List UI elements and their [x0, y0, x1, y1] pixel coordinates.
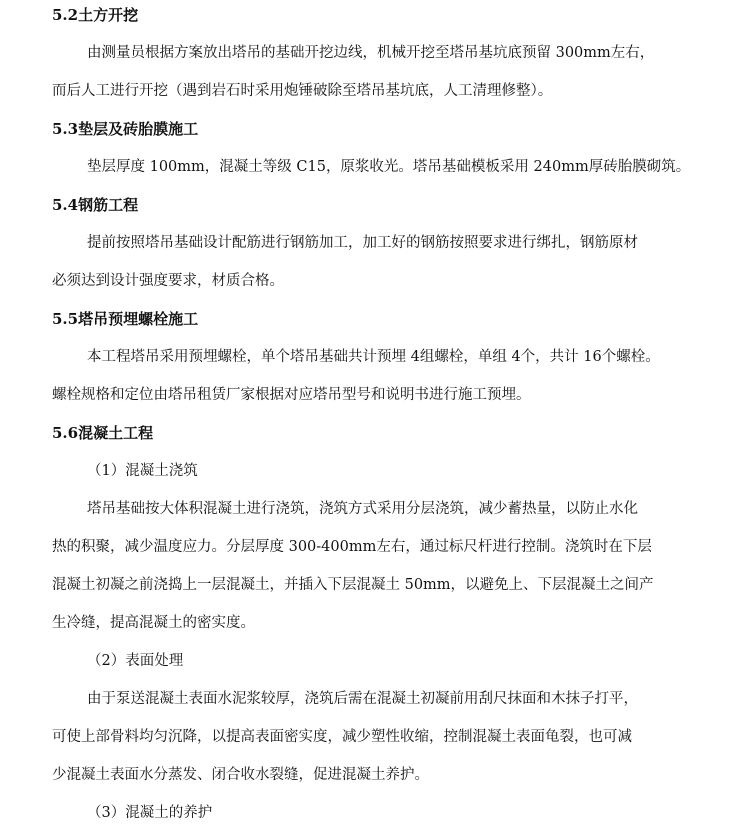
paragraph-line: 生冷缝，提高混凝土的密实度。: [52, 615, 255, 631]
heading-5-6: 5.6混凝土工程: [52, 424, 154, 442]
subheading-surface-treatment: （2）表面处理: [87, 653, 184, 669]
paragraph-line: 可使上部骨料均匀沉降，以提高表面密实度，减少塑性收缩，控制混凝土表面龟裂，也可减: [52, 729, 632, 745]
paragraph-line: 本工程塔吊采用预埋螺栓，单个塔吊基础共计预埋 4组螺栓，单组 4个，共计 16个螺栓。: [87, 349, 660, 365]
paragraph-line: 提前按照塔吊基础设计配筋进行钢筋加工，加工好的钢筋按照要求进行绑扎，钢筋原材: [87, 235, 638, 251]
subheading-concrete-curing: （3）混凝土的养护: [87, 805, 213, 821]
paragraph-line: 而后人工进行开挖（遇到岩石时采用炮锤破除至塔吊基坑底，人工清理修整）。: [52, 83, 553, 99]
paragraph-line: 塔吊基础按大体积混凝土进行浇筑，浇筑方式采用分层浇筑，减少蓄热量，以防止水化: [87, 501, 638, 517]
heading-5-4: 5.4钢筋工程: [52, 196, 139, 214]
paragraph-line: 混凝土初凝之前浇捣上一层混凝土，并插入下层混凝土 50mm，以避免上、下层混凝土之间产: [52, 577, 654, 593]
paragraph-line: 螺栓规格和定位由塔吊租赁厂家根据对应塔吊型号和说明书进行施工预埋。: [52, 387, 531, 403]
paragraph-line: 垫层厚度 100mm，混凝土等级 C15，原浆收光。塔吊基础模板采用 240mm厚砖胎膜砌筑。: [87, 159, 691, 175]
heading-5-3: 5.3垫层及砖胎膜施工: [52, 120, 199, 138]
heading-5-2: 5.2土方开挖: [52, 6, 139, 24]
heading-5-5: 5.5塔吊预埋螺栓施工: [52, 310, 199, 328]
paragraph-line: 热的积聚，减少温度应力。分层厚度 300-400mm左右，通过标尺杆进行控制。浇筑时在下层: [52, 539, 652, 555]
paragraph-line: 由测量员根据方案放出塔吊的基础开挖边线，机械开挖至塔吊基坑底预留 300mm左右，: [87, 45, 655, 61]
paragraph-line: 由于泵送混凝土表面水泥浆较厚，浇筑后需在混凝土初凝前用刮尺抹面和木抹子打平，: [87, 691, 638, 707]
paragraph-line: 必须达到设计强度要求，材质合格。: [52, 273, 284, 289]
subheading-concrete-pouring: （1）混凝土浇筑: [87, 463, 198, 479]
paragraph-line: 少混凝土表面水分蒸发、闭合收水裂缝，促进混凝土养护。: [52, 767, 429, 783]
